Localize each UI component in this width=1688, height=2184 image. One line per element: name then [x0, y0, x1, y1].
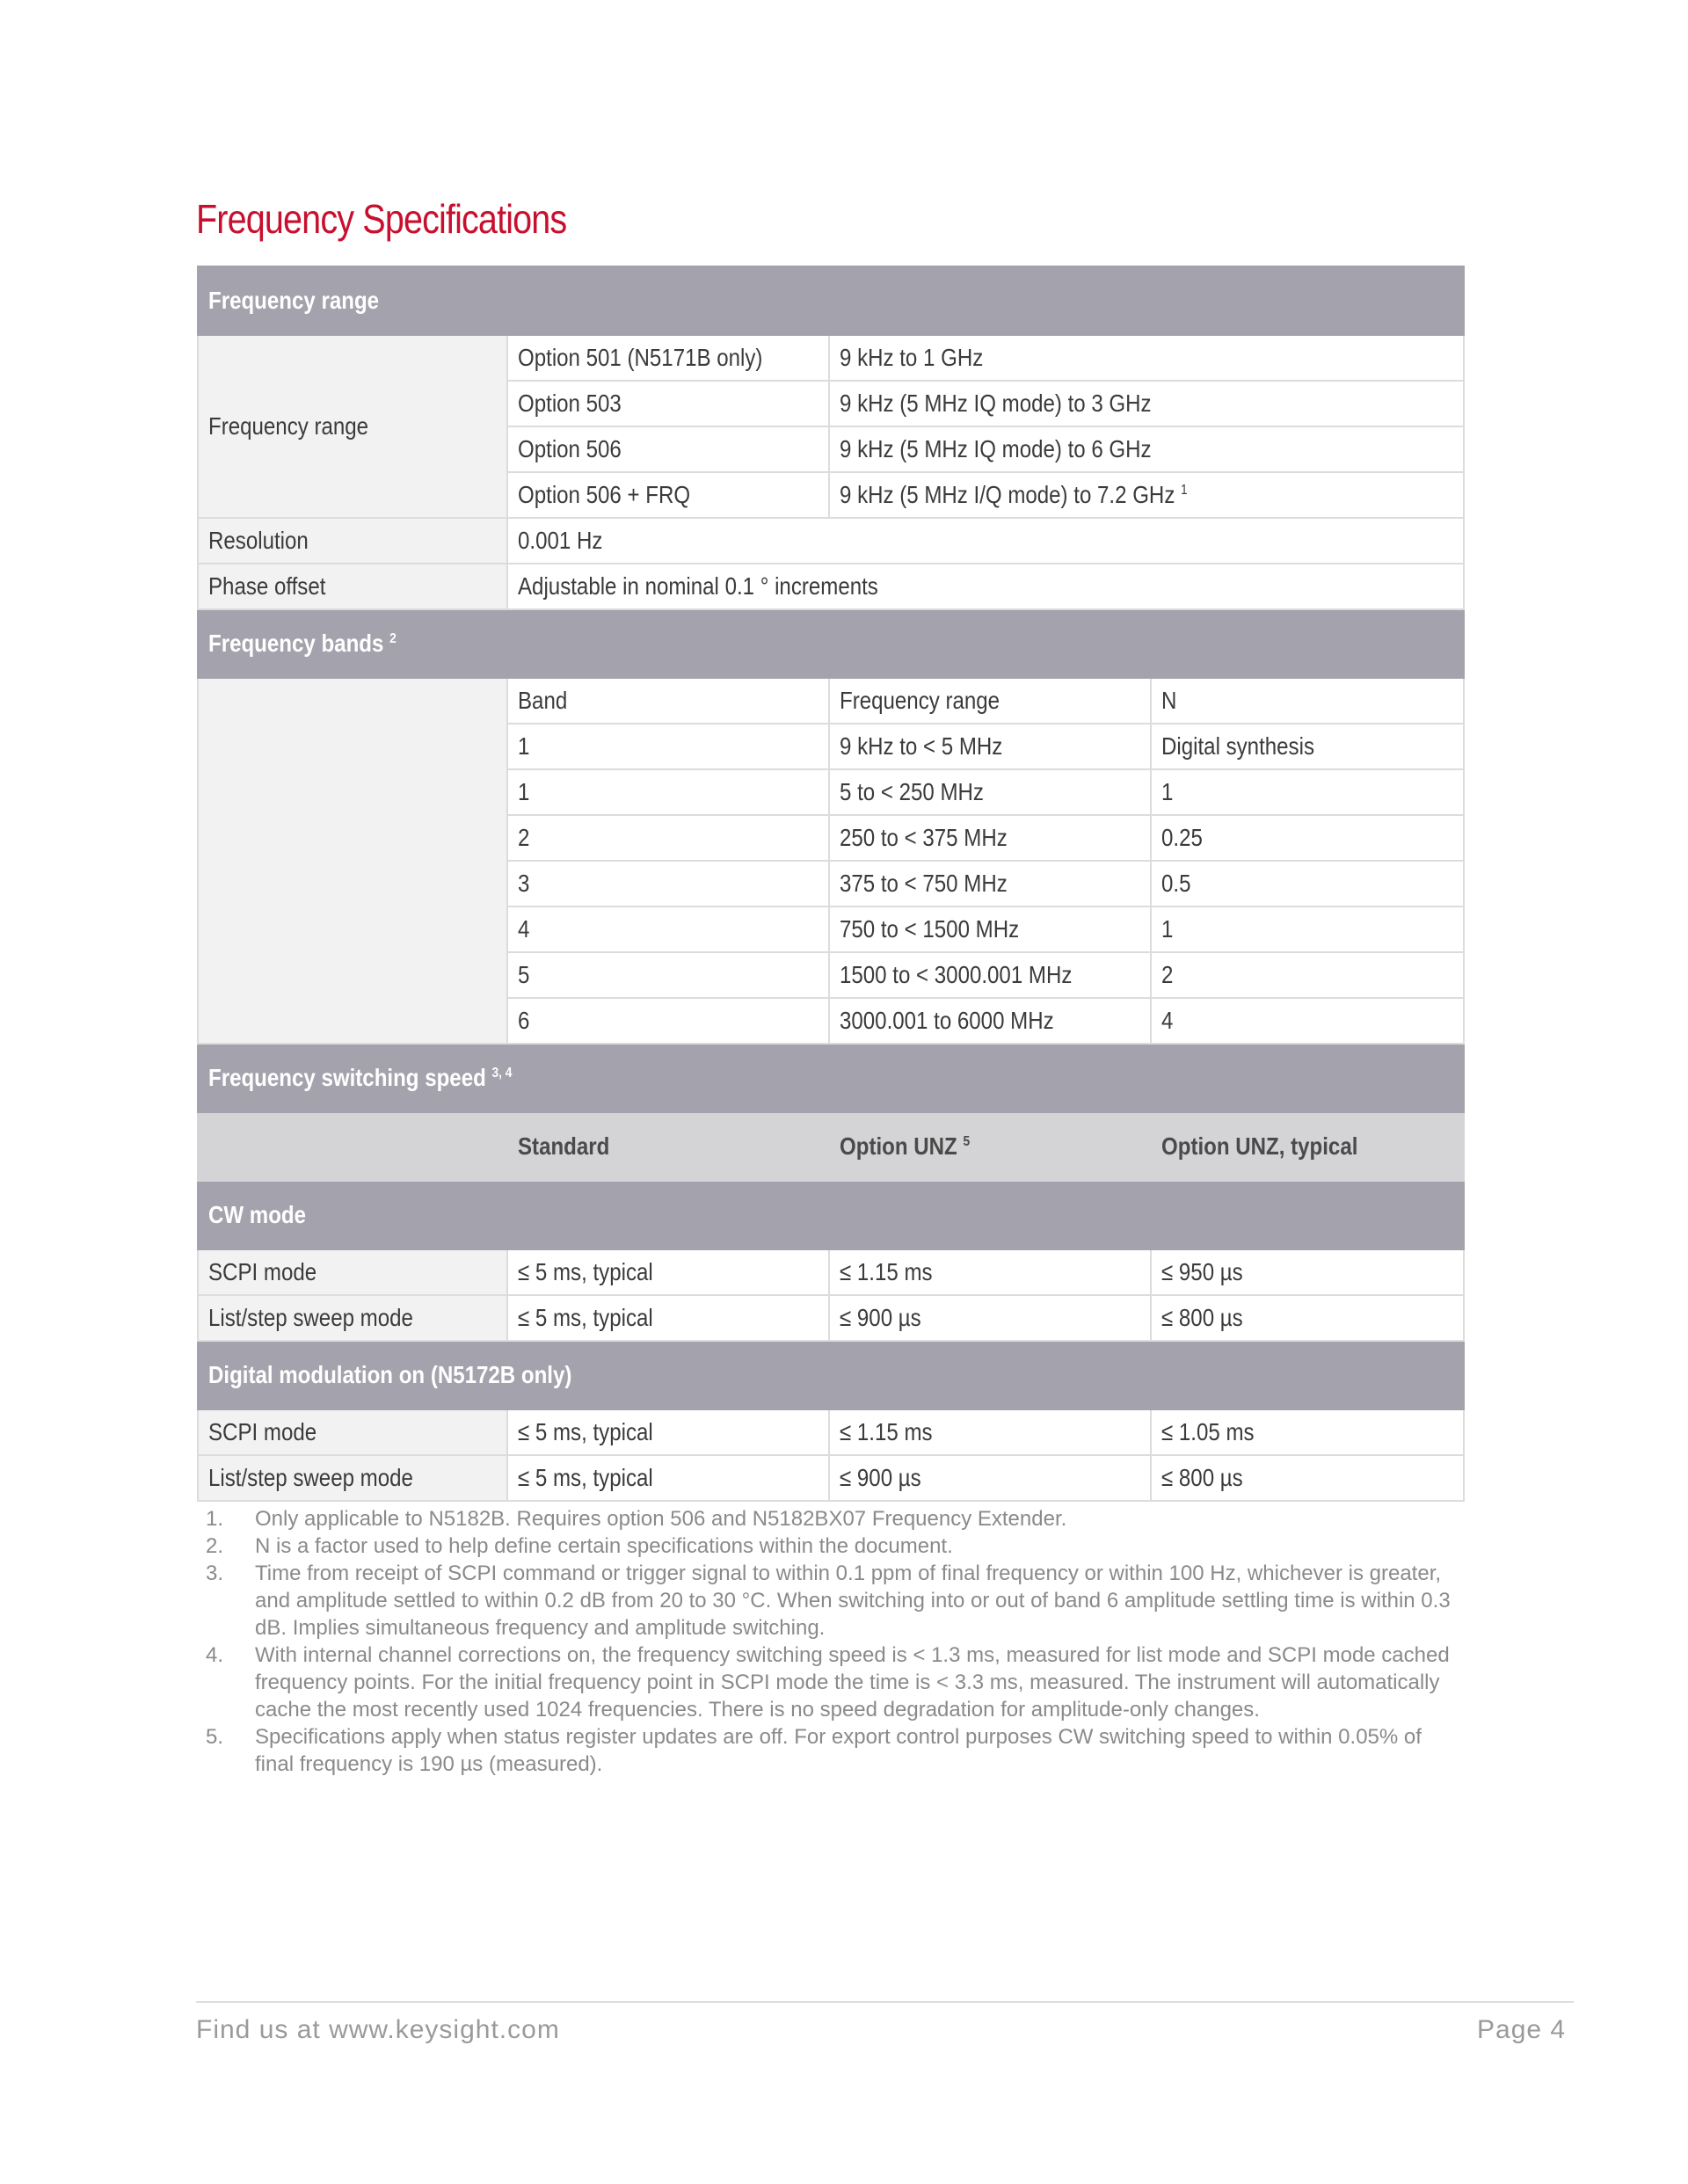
- section-frequency-range: Frequency range: [198, 266, 1464, 335]
- footer-divider: [196, 2001, 1574, 2003]
- switching-column-headers: Standard Option UNZ $^5$ Option UNZ, typical: [198, 1112, 1464, 1181]
- footnotes: [197, 1505, 1463, 1778]
- table-row: Frequency range Option 501 (N5171B only) 9 kHz to 1 GHz: [198, 335, 1464, 381]
- footer-website: Find us at www.keysight.com: [196, 2015, 560, 2044]
- footnote: 1. Only applicable to N5182B. Requires option 506 and N5182BX07 Frequency Extender.: [206, 1507, 1067, 1531]
- footnote: 2. N is a factor used to help define certain specifications within the document.: [206, 1534, 953, 1558]
- table-row: 2 250 to < 375 MHz 0.25: [198, 815, 1464, 861]
- table-row: 1 9 kHz to < 5 MHz Digital synthesis: [198, 724, 1464, 769]
- page-title: Frequency Specifications: [196, 196, 567, 242]
- section-cw-mode: CW mode: [198, 1181, 1464, 1249]
- table-row: Option 506 + FRQ 9 kHz (5 MHz I/Q mode) to 7.2 GHz $^1$: [198, 472, 1464, 518]
- footnote: 3. Time from receipt of SCPI command or trigger signal to within 0.1 ppm of final frequency or within 100 Hz, whichever is greater, and amplitude settled to within 0.2 dB from 20 to 30 °C. When switching into or out of band 6 amplitude settling time is within 0.3 dB. Implies simultaneous frequency and amplitude switching.: [206, 1562, 1451, 1640]
- section-switching-speed: Frequency switching speed $^{3, 4}$: [198, 1044, 1464, 1112]
- table-row: 4 750 to < 1500 MHz 1: [198, 906, 1464, 952]
- table-row: 1 5 to < 250 MHz 1: [198, 769, 1464, 815]
- table-row: 5 1500 to < 3000.001 MHz 2: [198, 952, 1464, 998]
- table-row: Band Frequency range N: [198, 678, 1464, 724]
- table-row: Option 503 9 kHz (5 MHz IQ mode) to 3 GHz: [198, 381, 1464, 426]
- table-row: Phase offset Adjustable in nominal 0.1 ° increments: [198, 564, 1464, 609]
- spec-table: [197, 266, 1465, 1502]
- table-row: SCPI mode ≤ 5 ms, typical ≤ 1.15 ms ≤ 1.05 ms: [198, 1409, 1464, 1455]
- table-row: Resolution 0.001 Hz: [198, 518, 1464, 564]
- table-row: 3 375 to < 750 MHz 0.5: [198, 861, 1464, 906]
- section-frequency-bands: Frequency bands $^2$: [198, 609, 1464, 678]
- footnote: 4. With internal channel corrections on, the frequency switching speed is < 1.3 ms, measured for list mode and SCPI mode cached frequency points. For the initial frequency point in SCPI mode the time is < 3.3 ms, measured. The instrument will automatically cache the most recently used 1024 frequencies. There is no speed degradation for amplitude-only changes.: [206, 1643, 1450, 1722]
- section-digital-modulation: Digital modulation on (N5172B only): [198, 1341, 1464, 1409]
- table-row: List/step sweep mode ≤ 5 ms, typical ≤ 900 µs ≤ 800 µs: [198, 1455, 1464, 1501]
- table-row: List/step sweep mode ≤ 5 ms, typical ≤ 900 µs ≤ 800 µs: [198, 1295, 1464, 1341]
- footnote: 5. Specifications apply when status register updates are off. For export control purposes CW switching speed to within 0.05% of final frequency is 190 µs (measured).: [206, 1725, 1422, 1776]
- table-row: 6 3000.001 to 6000 MHz 4: [198, 998, 1464, 1044]
- table-row: SCPI mode ≤ 5 ms, typical ≤ 1.15 ms ≤ 950 µs: [198, 1249, 1464, 1295]
- page-number: Page 4: [1477, 2015, 1567, 2044]
- table-row: Option 506 9 kHz (5 MHz IQ mode) to 6 GHz: [198, 426, 1464, 472]
